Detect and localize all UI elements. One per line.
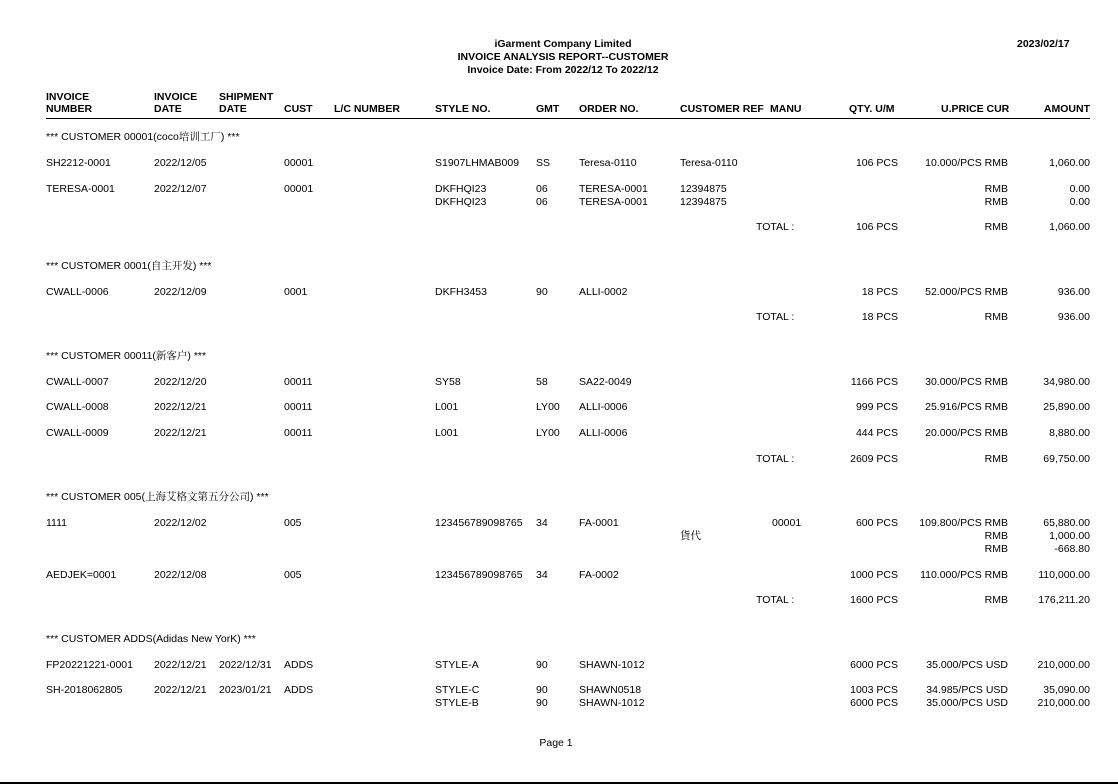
order-no: FA-0001 xyxy=(579,517,619,529)
customer-group-header: *** CUSTOMER 005(上海艾格文第五分公司) *** xyxy=(46,491,269,503)
customer-group-header: *** CUSTOMER 00001(coco培训工厂) *** xyxy=(46,131,240,143)
amount: -668.80 xyxy=(1054,543,1090,555)
total-label: TOTAL : xyxy=(756,594,795,606)
total-qty: 2609 PCS xyxy=(850,453,898,465)
style-no: 123456789098765 xyxy=(435,569,523,581)
cust-code: 005 xyxy=(284,569,302,581)
page-number: Page 1 xyxy=(539,737,573,749)
cust-code: 00001 xyxy=(284,183,314,195)
amount: 1,000.00 xyxy=(1049,530,1090,542)
gmt: LY00 xyxy=(536,427,560,439)
qty-um: 1166 PCS xyxy=(850,376,898,388)
invoice-date: 2022/12/21 xyxy=(154,684,207,696)
col-invoice-date-line1: INVOICE xyxy=(154,91,198,103)
unit-price-cur: 35.000/PCS USD xyxy=(926,659,1008,671)
amount: 110,000.00 xyxy=(1038,569,1090,581)
gmt: 90 xyxy=(536,286,548,298)
cust-code: 005 xyxy=(284,517,302,529)
total-label: TOTAL : xyxy=(756,453,795,465)
style-no: DKFH3453 xyxy=(435,286,487,298)
gmt: 06 xyxy=(536,183,548,195)
header-rule xyxy=(46,118,1090,119)
customer-ref: 貨代 xyxy=(680,530,701,542)
total-amount: 176,211.20 xyxy=(1038,594,1090,606)
invoice-date: 2022/12/07 xyxy=(154,183,207,195)
amount: 34,980.00 xyxy=(1043,376,1090,388)
invoice-date: 2022/12/02 xyxy=(154,517,207,529)
col-lc-number: L/C NUMBER xyxy=(334,103,400,115)
style-no: L001 xyxy=(435,401,459,413)
qty-um: 444 PCS xyxy=(855,427,898,439)
gmt: 06 xyxy=(536,196,548,208)
total-label: TOTAL : xyxy=(756,221,795,233)
invoice-number: CWALL-0007 xyxy=(46,376,109,388)
invoice-number: 1111 xyxy=(46,517,68,529)
order-no: FA-0002 xyxy=(579,569,619,581)
order-no: TERESA-0001 xyxy=(579,196,648,208)
total-qty: 18 PCS xyxy=(861,311,898,323)
unit-price-cur: RMB xyxy=(984,183,1008,195)
col-qty-um: QTY. U/M xyxy=(849,103,895,115)
amount: 0.00 xyxy=(1069,196,1090,208)
qty-um: 106 PCS xyxy=(855,157,898,169)
cust-code: 0001 xyxy=(284,286,308,298)
unit-price-cur: 35.000/PCS USD xyxy=(926,697,1008,709)
total-currency: RMB xyxy=(984,453,1008,465)
total-currency: RMB xyxy=(984,221,1008,233)
invoice-number: CWALL-0008 xyxy=(46,401,109,413)
col-shipment-date-line1: SHIPMENT xyxy=(219,91,274,103)
print-date: 2023/02/17 xyxy=(1017,38,1070,50)
col-invoice-date-line2: DATE xyxy=(154,103,182,115)
order-no: Teresa-0110 xyxy=(579,157,637,169)
amount: 8,880.00 xyxy=(1049,427,1090,439)
col-customer-ref: CUSTOMER REF xyxy=(680,103,764,115)
cust-code: 00001 xyxy=(284,157,314,169)
qty-um: 999 PCS xyxy=(855,401,898,413)
invoice-number: SH-2018062805 xyxy=(46,684,123,696)
amount: 35,090.00 xyxy=(1043,684,1090,696)
style-no: DKFHQI23 xyxy=(435,183,487,195)
order-no: SHAWN0518 xyxy=(579,684,642,696)
invoice-number: AEDJEK=0001 xyxy=(46,569,117,581)
qty-um: 600 PCS xyxy=(855,517,898,529)
shipment-date: 2022/12/31 xyxy=(219,659,272,671)
unit-price-cur: 34.985/PCS USD xyxy=(926,684,1008,696)
total-qty: 1600 PCS xyxy=(850,594,898,606)
unit-price-cur: RMB xyxy=(984,196,1008,208)
col-order-no: ORDER NO. xyxy=(579,103,639,115)
col-uprice-cur: U.PRICE CUR xyxy=(941,103,1010,115)
style-no: 123456789098765 xyxy=(435,517,523,529)
unit-price-cur: 20.000/PCS RMB xyxy=(925,427,1008,439)
amount: 1,060.00 xyxy=(1049,157,1090,169)
amount: 65,880.00 xyxy=(1043,517,1090,529)
col-amount: AMOUNT xyxy=(1043,103,1090,115)
amount: 0.00 xyxy=(1069,183,1090,195)
col-invoice-number-line2: NUMBER xyxy=(46,103,93,115)
order-no: ALLI-0006 xyxy=(579,427,628,439)
order-no: ALLI-0002 xyxy=(579,286,628,298)
col-shipment-date-line2: DATE xyxy=(219,103,247,115)
total-label: TOTAL : xyxy=(756,311,795,323)
cust-code: 00011 xyxy=(284,427,313,439)
amount: 210,000.00 xyxy=(1037,659,1090,671)
total-amount: 936.00 xyxy=(1057,311,1090,323)
gmt: 90 xyxy=(536,684,548,696)
invoice-date: 2022/12/08 xyxy=(154,569,207,581)
gmt: 90 xyxy=(536,697,548,709)
col-gmt: GMT xyxy=(536,103,560,115)
unit-price-cur: RMB xyxy=(984,543,1008,555)
unit-price-cur: 109.800/PCS RMB xyxy=(919,517,1008,529)
customer-ref: Teresa-0110 xyxy=(680,157,738,169)
manu: 00001 xyxy=(772,517,802,529)
cust-code: ADDS xyxy=(284,659,314,671)
col-cust: CUST xyxy=(284,103,313,115)
invoice-number: FP20221221-0001 xyxy=(46,659,133,671)
total-amount: 69,750.00 xyxy=(1043,453,1090,465)
order-no: ALLI-0006 xyxy=(579,401,628,413)
unit-price-cur: 30.000/PCS RMB xyxy=(925,376,1008,388)
col-invoice-number-line1: INVOICE xyxy=(46,91,90,103)
invoice-date: 2022/12/05 xyxy=(154,157,207,169)
total-currency: RMB xyxy=(984,594,1008,606)
company-name: iGarment Company Limited xyxy=(494,38,632,50)
order-no: SA22-0049 xyxy=(579,376,632,388)
total-amount: 1,060.00 xyxy=(1049,221,1090,233)
date-range: Invoice Date: From 2022/12 To 2022/12 xyxy=(467,64,659,76)
qty-um: 18 PCS xyxy=(861,286,898,298)
shipment-date: 2023/01/21 xyxy=(219,684,272,696)
invoice-date: 2022/12/21 xyxy=(154,401,207,413)
style-no: DKFHQI23 xyxy=(435,196,487,208)
invoice-date: 2022/12/09 xyxy=(154,286,207,298)
order-no: SHAWN-1012 xyxy=(579,697,645,709)
invoice-number: SH2212-0001 xyxy=(46,157,111,169)
customer-group-header: *** CUSTOMER 0001(自主开发) *** xyxy=(46,260,212,272)
style-no: SY58 xyxy=(435,376,461,388)
gmt: 58 xyxy=(536,376,548,388)
unit-price-cur: 25.916/PCS RMB xyxy=(925,401,1008,413)
invoice-date: 2022/12/20 xyxy=(154,376,207,388)
amount: 210,000.00 xyxy=(1037,697,1090,709)
customer-group-header: *** CUSTOMER ADDS(Adidas New YorK) *** xyxy=(46,633,256,645)
qty-um: 1003 PCS xyxy=(850,684,898,696)
gmt: SS xyxy=(536,157,551,169)
order-no: TERESA-0001 xyxy=(579,183,648,195)
customer-group-header: *** CUSTOMER 00011(新客户) *** xyxy=(46,350,207,362)
unit-price-cur: 10.000/PCS RMB xyxy=(925,157,1008,169)
qty-um: 6000 PCS xyxy=(850,659,898,671)
qty-um: 1000 PCS xyxy=(850,569,898,581)
unit-price-cur: RMB xyxy=(984,530,1008,542)
col-manu: MANU xyxy=(770,103,802,115)
order-no: SHAWN-1012 xyxy=(579,659,645,671)
style-no: L001 xyxy=(435,427,459,439)
invoice-date: 2022/12/21 xyxy=(154,659,207,671)
style-no: STYLE-C xyxy=(435,684,480,696)
gmt: 34 xyxy=(536,569,548,581)
style-no: STYLE-B xyxy=(435,697,479,709)
qty-um: 6000 PCS xyxy=(850,697,898,709)
col-style-no: STYLE NO. xyxy=(435,103,491,115)
cust-code: 00011 xyxy=(284,376,313,388)
report-title: INVOICE ANALYSIS REPORT--CUSTOMER xyxy=(457,51,669,63)
gmt: LY00 xyxy=(536,401,560,413)
total-qty: 106 PCS xyxy=(855,221,898,233)
amount: 936.00 xyxy=(1057,286,1090,298)
style-no: S1907LHMAB009 xyxy=(435,157,520,169)
total-currency: RMB xyxy=(984,311,1008,323)
invoice-date: 2022/12/21 xyxy=(154,427,207,439)
customer-ref: 12394875 xyxy=(680,196,727,208)
invoice-number: CWALL-0009 xyxy=(46,427,109,439)
cust-code: 00011 xyxy=(284,401,313,413)
amount: 25,890.00 xyxy=(1043,401,1090,413)
cust-code: ADDS xyxy=(284,684,314,696)
style-no: STYLE-A xyxy=(435,659,479,671)
invoice-number: TERESA-0001 xyxy=(46,183,115,195)
gmt: 90 xyxy=(536,659,548,671)
gmt: 34 xyxy=(536,517,548,529)
customer-ref: 12394875 xyxy=(680,183,727,195)
unit-price-cur: 52.000/PCS RMB xyxy=(925,286,1008,298)
unit-price-cur: 110.000/PCS RMB xyxy=(920,569,1008,581)
invoice-number: CWALL-0006 xyxy=(46,286,109,298)
